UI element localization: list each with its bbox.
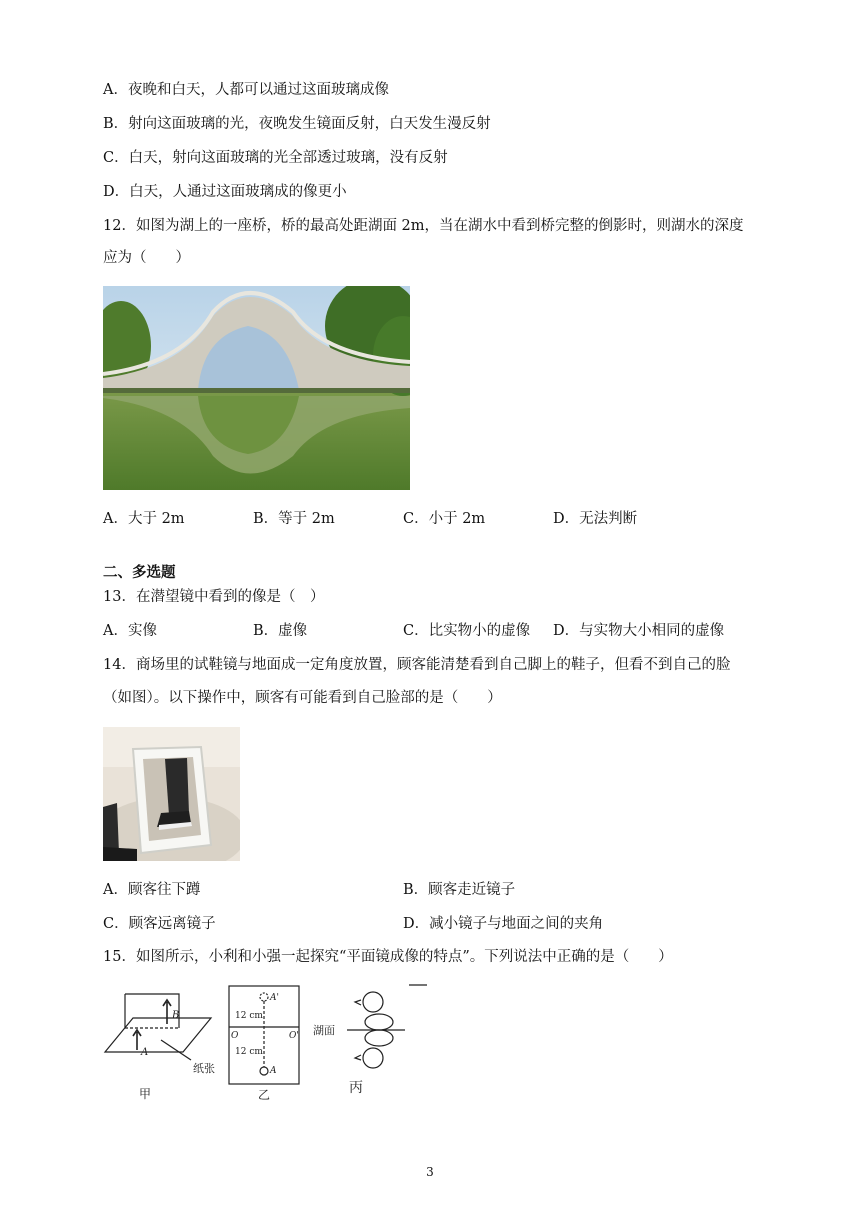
bridge-photo — [103, 286, 410, 490]
q13-option-c: C．比实物小的虚像 — [403, 623, 531, 639]
q14-option-b: B．顾客走近镜子 — [403, 882, 516, 898]
q11-option-c: C．白天，射向这面玻璃的光全部透过玻璃，没有反射 — [103, 150, 448, 166]
q11-option-d: D．白天，人通过这面玻璃成的像更小 — [103, 184, 347, 200]
fig-jia-A: A — [141, 1047, 149, 1058]
q12-stem-line1: 12．如图为湖上的一座桥，桥的最高处距湖面 2m，当在湖水中看到桥完整的倒影时，则湖水的深度 — [103, 218, 744, 234]
fig-yi-dist-bottom: 12 cm — [235, 1047, 263, 1057]
q14-option-a: A．顾客往下蹲 — [103, 882, 201, 898]
q13-option-a: A．实像 — [103, 623, 157, 639]
fig-yi-O-prime: O' — [289, 1031, 299, 1041]
fig-jia-paper: 纸张 — [193, 1062, 215, 1075]
fig-jia-B: B — [172, 1010, 180, 1021]
q14-stem-line1: 14．商场里的试鞋镜与地面成一定角度放置，顾客能清楚看到自己脚上的鞋子，但看不到自己的脸 — [103, 657, 731, 673]
fig-jia-label: 甲 — [139, 1087, 152, 1101]
fig-bing-lake: 湖面 — [313, 1024, 335, 1037]
fig-yi-dist-top: 12 cm — [235, 1011, 263, 1021]
fig-yi-label: 乙 — [258, 1088, 271, 1102]
q15-figure — [103, 980, 433, 1105]
page-number: 3 — [426, 1165, 434, 1179]
q12-option-b: B．等于 2m — [253, 511, 335, 527]
fig-bing-label: 丙 — [349, 1080, 363, 1096]
mirror-photo — [103, 727, 240, 861]
q12-option-c: C．小于 2m — [403, 511, 486, 527]
q11-option-a: A．夜晚和白天，人都可以通过这面玻璃成像 — [103, 82, 389, 98]
section-heading: 二、多选题 — [103, 565, 176, 581]
fig-yi-O: O — [231, 1031, 239, 1041]
q12-option-d: D．无法判断 — [553, 511, 638, 527]
q14-stem-line2: （如图）。以下操作中，顾客有可能看到自己脸部的是（ ） — [103, 690, 502, 706]
q11-option-b: B．射向这面玻璃的光，夜晚发生镜面反射，白天发生漫反射 — [103, 116, 491, 132]
fig-yi-A-prime: A' — [270, 993, 279, 1003]
q13-option-b: B．虚像 — [253, 623, 308, 639]
q13-option-d: D．与实物大小相同的虚像 — [553, 623, 725, 639]
fig-yi-A: A — [270, 1066, 277, 1076]
q15-stem: 15．如图所示，小利和小强一起探究“平面镜成像的特点”。下列说法中正确的是（ ） — [103, 949, 673, 965]
q12-option-a: A．大于 2m — [103, 511, 185, 527]
q14-option-d: D．减小镜子与地面之间的夹角 — [403, 916, 604, 932]
q12-stem-line2: 应为（ ） — [103, 250, 190, 266]
q13-stem: 13．在潜望镜中看到的像是（ ） — [103, 589, 325, 605]
q14-option-c: C．顾客远离镜子 — [103, 916, 216, 932]
